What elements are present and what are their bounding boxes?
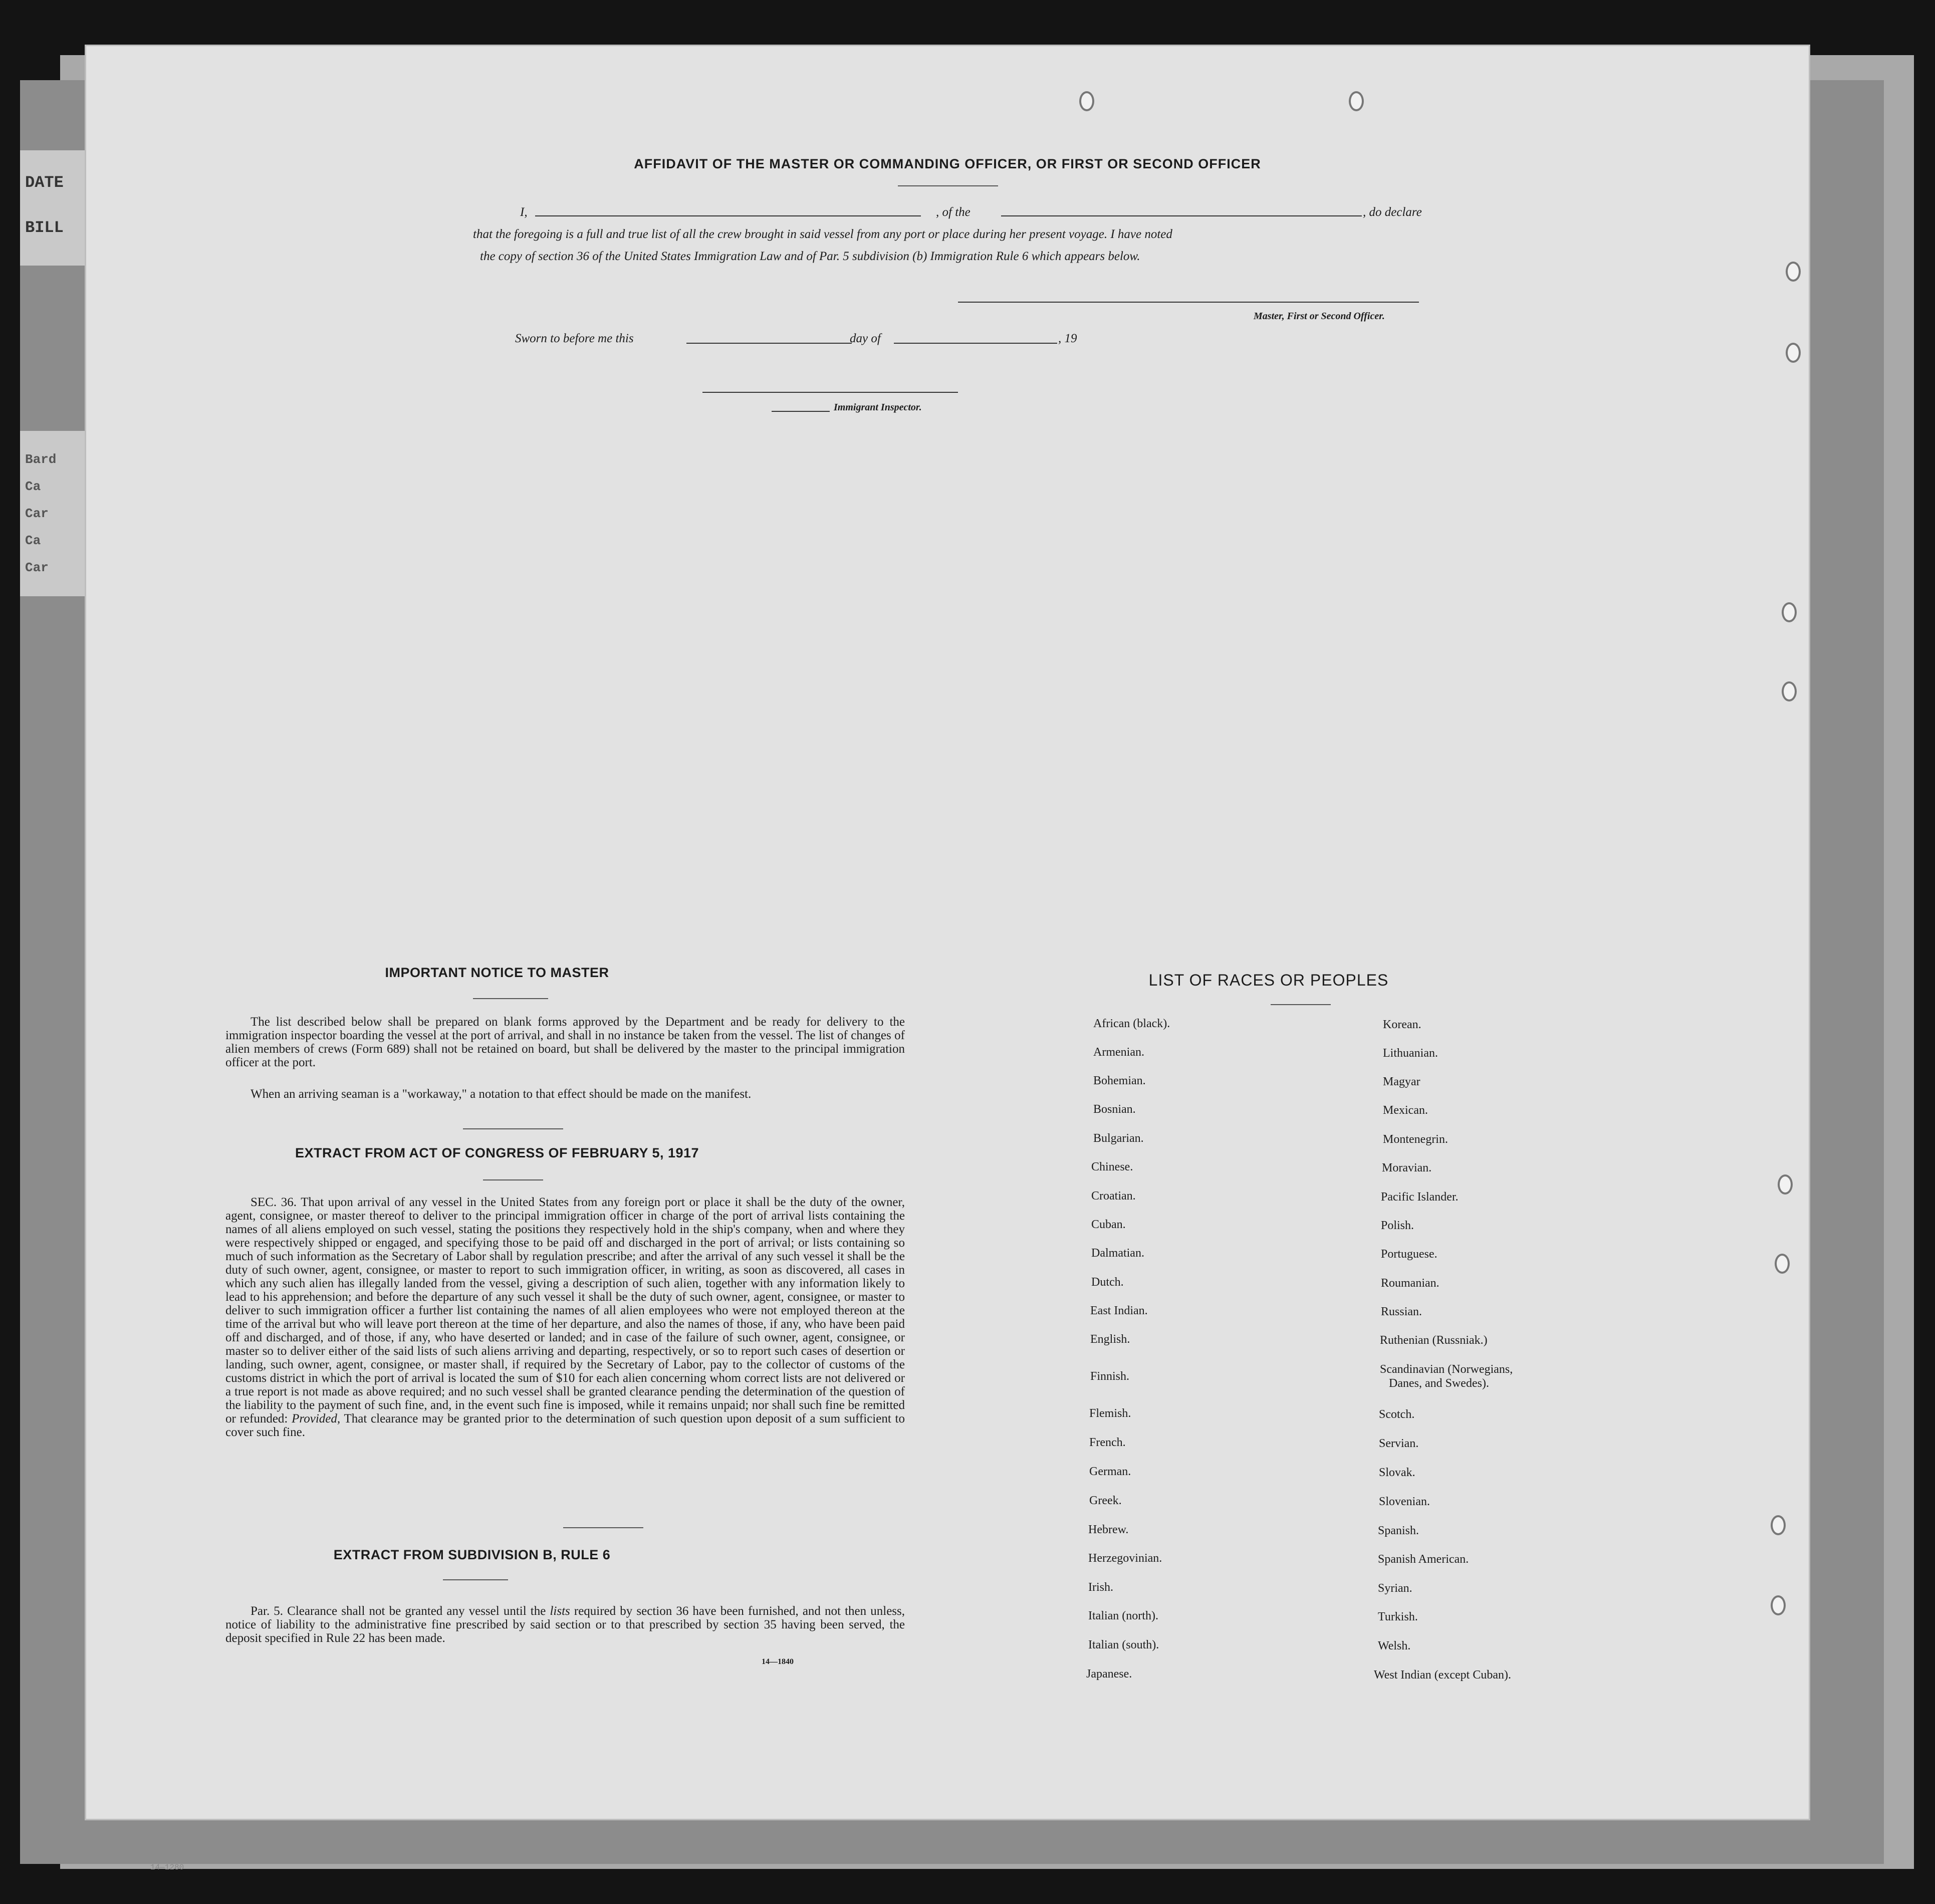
race-scandinavian: Scandinavian (Norwegians,	[1380, 1363, 1513, 1376]
manifest-page	[86, 46, 1809, 1819]
affidavit-line-2: that the foregoing is a full and true list of all the crew brought in said vessel from any port or place during her present voyage. I have noted	[473, 227, 1172, 241]
inspector-label: Immigrant Inspector.	[834, 402, 922, 413]
race-moravian: Moravian.	[1382, 1161, 1432, 1174]
punch-hole	[1775, 1254, 1790, 1274]
divider	[483, 1179, 543, 1180]
race-polish: Polish.	[1381, 1219, 1414, 1232]
punch-hole	[1786, 343, 1801, 363]
rule6-lists-word: lists	[550, 1604, 570, 1618]
affidavit-line-i: I,	[520, 205, 528, 219]
race-east-indian: East Indian.	[1090, 1304, 1148, 1317]
punch-hole	[1349, 91, 1364, 111]
race-scotch: Scotch.	[1379, 1408, 1415, 1421]
race-spanish: Spanish.	[1378, 1524, 1419, 1537]
race-bohemian: Bohemian.	[1093, 1074, 1146, 1087]
notice-paragraph-1: The list described below shall be prepared on blank forms approved by the Department and be ready for delivery to the immigration inspector boarding the vessel at the port of arrival, and shall in no instance be taken from the vessel. The list of changes of alien members of crews (Form 689) shall not be retained on board, but shall be delivered by the master to the principal immigration officer at the port.	[225, 1015, 905, 1069]
race-scandinavian-cont: Danes, and Swedes).	[1389, 1377, 1489, 1390]
inspector-line	[702, 392, 958, 393]
race-portuguese: Portuguese.	[1381, 1248, 1437, 1261]
punch-hole	[1782, 681, 1797, 701]
race-armenian: Armenian.	[1093, 1046, 1144, 1059]
race-servian: Servian.	[1379, 1437, 1419, 1450]
race-turkish: Turkish.	[1378, 1610, 1418, 1623]
signature-label: Master, First or Second Officer.	[1254, 311, 1385, 322]
race-croatian: Croatian.	[1091, 1189, 1136, 1203]
race-chinese: Chinese.	[1091, 1160, 1133, 1173]
race-ruthenian: Ruthenian (Russniak.)	[1380, 1334, 1488, 1347]
sworn-prefix: Sworn to before me this	[515, 332, 634, 345]
form-number: 14—1840	[762, 1657, 794, 1666]
punch-hole	[1782, 602, 1797, 622]
act-proviso-text: That clearance may be granted prior to the determination of such question upon deposit of a sum sufficient to cover such fine.	[225, 1412, 905, 1439]
notice-title: IMPORTANT NOTICE TO MASTER	[385, 965, 609, 980]
race-irish: Irish.	[1088, 1581, 1113, 1594]
races-title: LIST OF RACES OR PEOPLES	[1148, 971, 1389, 989]
act-title: EXTRACT FROM ACT OF CONGRESS OF FEBRUARY 5, 1917	[295, 1145, 699, 1160]
race-japanese: Japanese.	[1086, 1668, 1132, 1681]
divider	[563, 1527, 643, 1528]
punch-hole	[1778, 1174, 1793, 1195]
race-african: African (black).	[1093, 1017, 1170, 1030]
race-cuban: Cuban.	[1091, 1218, 1126, 1231]
sworn-day-of: day of	[850, 332, 881, 345]
affidavit-line-3: the copy of section 36 of the United States Immigration Law and of Par. 5 subdivision (b) Immigration Rule 6 which appears below.	[480, 250, 1140, 263]
race-mexican: Mexican.	[1383, 1104, 1428, 1117]
edge-stub-date-bill: DATE BILL	[20, 150, 95, 266]
race-herzegovinian: Herzegovinian.	[1088, 1552, 1162, 1565]
bottom-stub-number: 14—1280	[150, 1863, 184, 1872]
punch-hole	[1786, 262, 1801, 282]
affidavit-declare: , do declare	[1363, 205, 1422, 219]
race-roumanian: Roumanian.	[1381, 1277, 1439, 1290]
race-spanish-american: Spanish American.	[1378, 1553, 1469, 1566]
race-dutch: Dutch.	[1091, 1276, 1124, 1289]
race-slovenian: Slovenian.	[1379, 1495, 1430, 1508]
act-section-36	[225, 1196, 905, 1439]
punch-hole	[1079, 91, 1094, 111]
affidavit-of-the: , of the	[936, 205, 971, 219]
sworn-month-line	[894, 343, 1057, 344]
name-field-line	[535, 215, 921, 216]
vessel-field-line	[1001, 215, 1362, 216]
edge-stub-names: Bard Ca Car Ca Car	[20, 431, 95, 596]
race-french: French.	[1089, 1436, 1126, 1449]
rule6-paragraph	[225, 1604, 905, 1645]
race-italian-south: Italian (south).	[1088, 1638, 1159, 1651]
race-korean: Korean.	[1383, 1018, 1421, 1031]
race-pacific-islander: Pacific Islander.	[1381, 1191, 1459, 1204]
race-magyar: Magyar	[1383, 1075, 1420, 1088]
race-montenegrin: Montenegrin.	[1383, 1133, 1448, 1146]
divider	[1271, 1004, 1331, 1005]
punch-hole	[1771, 1515, 1786, 1535]
notice-paragraph-2: When an arriving seaman is a "workaway," a notation to that effect should be made on the manifest.	[251, 1087, 752, 1101]
affidavit-title: AFFIDAVIT OF THE MASTER OR COMMANDING OFFICER, OR FIRST OR SECOND OFFICER	[634, 156, 1261, 171]
race-west-indian: West Indian (except Cuban).	[1374, 1669, 1511, 1682]
divider	[463, 1128, 563, 1129]
divider	[473, 998, 548, 999]
race-slovak: Slovak.	[1379, 1466, 1415, 1479]
race-german: German.	[1089, 1465, 1131, 1478]
race-syrian: Syrian.	[1378, 1582, 1412, 1595]
race-greek: Greek.	[1089, 1494, 1122, 1507]
punch-hole	[1771, 1595, 1786, 1615]
race-english: English.	[1090, 1333, 1130, 1346]
divider	[898, 185, 998, 186]
act-proviso-word: Provided,	[292, 1412, 341, 1425]
race-dalmatian: Dalmatian.	[1091, 1247, 1144, 1260]
race-bosnian: Bosnian.	[1093, 1103, 1136, 1116]
rule6-text-a: Par. 5. Clearance shall not be granted any vessel until the	[251, 1604, 546, 1618]
rule6-text-b: required by section 36 have been furnished, and not then unless, notice of liability to the administrative fine prescribed by said section or to that prescribed by section 35 having been served, the deposit specified in Rule 22 has been made.	[225, 1604, 905, 1645]
race-lithuanian: Lithuanian.	[1383, 1047, 1438, 1060]
divider	[443, 1579, 508, 1580]
sworn-day-line	[686, 343, 852, 344]
race-hebrew: Hebrew.	[1088, 1523, 1129, 1536]
sworn-year: , 19	[1058, 332, 1077, 345]
race-russian: Russian.	[1381, 1305, 1422, 1318]
race-welsh: Welsh.	[1378, 1639, 1411, 1652]
race-bulgarian: Bulgarian.	[1093, 1132, 1144, 1145]
inspector-short-line	[772, 411, 830, 412]
signature-line	[958, 302, 1419, 303]
race-italian-north: Italian (north).	[1088, 1609, 1158, 1622]
rule6-title: EXTRACT FROM SUBDIVISION B, RULE 6	[333, 1547, 611, 1562]
race-flemish: Flemish.	[1089, 1407, 1131, 1420]
act-section-text: SEC. 36. That upon arrival of any vessel in the United States from any foreign port or place it shall be the duty of the owner, agent, consignee, or master thereof to deliver to the principal immigration officer in charge of the port of arrival lists containing the names of all aliens employed on such vessel, stating the positions they respectively hold in the ship's company, when and where they were respectively shipped or engaged, and specifying those to be paid off and discharged in the port of arrival; or lists containing so much of such information as the Secretary of Labor shall by regulation prescribe; and after the arrival of any such vessel it shall be the duty of such owner, agent, consignee, or master to report to such immigration officer, in writing, as soon as discovered, all cases in which any such alien has illegally landed from the vessel, giving a description of such alien, together with any information likely to lead to his apprehension; and before the departure of any such vessel it shall be the duty of such owner, agent, consignee, or master to deliver to such immigration officer a further list containing the names of all alien employees who were not employed thereon at the time of the arrival but who will leave port thereon at the time of her departure, and also the names of those, if any, who have been paid off and discharged, and of those, if any, who have deserted or landed; and in case of the failure of such owner, agent, consignee, or master so to deliver either of the said lists of such aliens arriving and departing, respectively, or so to report such cases of desertion or landing, such owner, agent, consignee, or master shall, if required by the Secretary of Labor, pay to the collector of customs of the customs district in which the port of arrival is located the sum of $10 for each alien concerning whom correct lists are not delivered or a true report is not made as above required; and no such vessel shall be granted clearance pending the determination of the question of the liability to the payment of such fine, and, in the event such fine is imposed, while it remains unpaid; nor shall such fine be remitted or refunded:	[225, 1196, 905, 1425]
race-finnish: Finnish.	[1090, 1370, 1130, 1383]
